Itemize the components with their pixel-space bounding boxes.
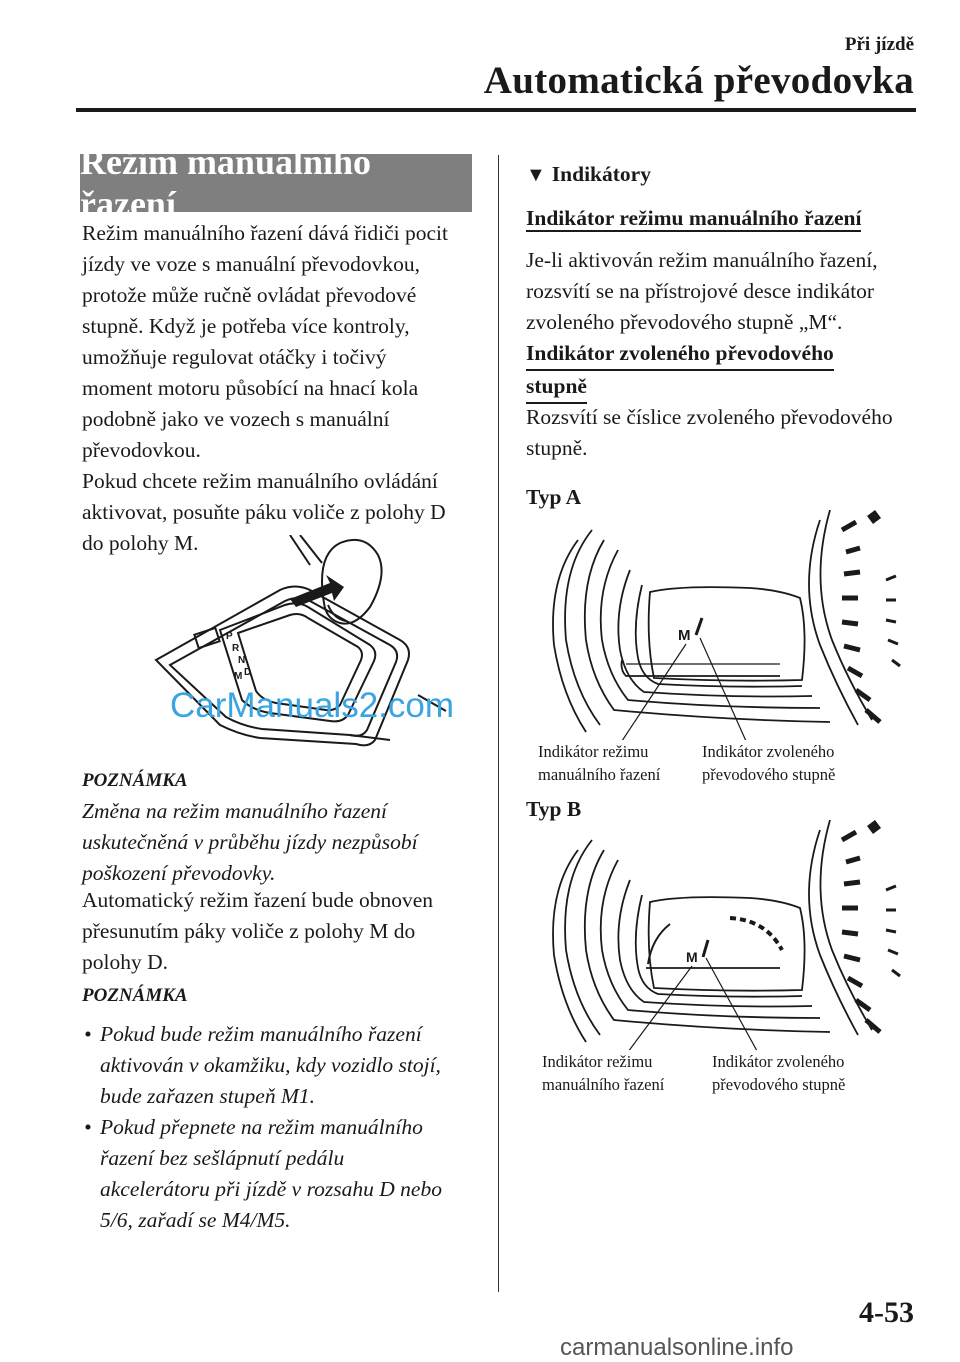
text-line: jízdy ve voze s manuální převodovkou,: [82, 252, 420, 276]
text-line: protože může ručně ovládat převodové: [82, 283, 417, 307]
text-line: stupně. Když je potřeba více kontroly,: [82, 314, 410, 338]
section-banner: Režim manuálního řazení: [80, 154, 472, 212]
watermark: CarManuals2.com: [170, 686, 454, 725]
type-b-label: Typ B: [526, 797, 582, 821]
text-line: umožňuje regulovat otáčky i točivý: [82, 345, 387, 369]
text-line: rozsvítí se na přístrojové desce indikátor: [526, 279, 875, 303]
gauge-type-b-illustration: [530, 820, 930, 1050]
heading-text: Indikátor režimu manuálního řazení: [526, 206, 862, 230]
bullet-line: akcelerátoru při jízdě v rozsahu D nebo: [100, 1177, 442, 1201]
gauge-m-letter: M: [678, 627, 691, 644]
indicators-subheading: [526, 162, 651, 187]
bullet-line: Pokud bude režim manuálního řazení: [100, 1022, 422, 1046]
text-line: podobně jako ve vozech s manuální: [82, 407, 390, 431]
heading-line: Indikátor zvoleného převodového: [526, 338, 834, 371]
bullet-item: [82, 1019, 487, 1112]
triangle-icon: ▼: [526, 164, 546, 186]
shifter-d: D: [244, 667, 252, 678]
bullet-line: aktivován v okamžiku, kdy vozidlo stojí,: [100, 1053, 441, 1077]
label-mode-indicator-a: [538, 740, 660, 786]
bullet-line: řazení bez sešlápnutí pedálu: [100, 1146, 345, 1170]
type-a-label: Typ A: [526, 485, 582, 509]
text-line: aktivovat, posuňte páku voliče z polohy D: [82, 500, 446, 524]
subheading-text: Indikátory: [551, 162, 651, 186]
text-line: Rozsvítí se číslice zvoleného převodového: [526, 405, 893, 429]
bullet-icon: •: [84, 1022, 92, 1046]
heading-line: stupně: [526, 371, 587, 404]
label-line: převodového stupně: [702, 765, 836, 784]
footer-url: carmanualsonline.info: [560, 1334, 794, 1361]
label-line: převodového stupně: [712, 1075, 846, 1094]
text-line: přesunutím páky voliče z polohy M do: [82, 919, 416, 943]
bullet-line: bude zařazen stupeň M1.: [100, 1084, 315, 1108]
label-mode-indicator-b: [542, 1050, 664, 1096]
text-line: Pokud chcete režim manuálního ovládání: [82, 469, 438, 493]
mode-indicator-paragraph: [526, 245, 926, 338]
label-line: Indikátor zvoleného: [712, 1052, 845, 1071]
heading-mode-indicator: [526, 203, 861, 234]
text-line: do polohy M.: [82, 531, 199, 555]
header-section: Při jízdě: [844, 34, 914, 55]
label-line: manuálního řazení: [538, 765, 661, 784]
note-title: POZNÁMKA: [82, 770, 188, 791]
restore-paragraph: [82, 885, 487, 978]
page-number: 4-53: [859, 1296, 914, 1329]
label-line: Indikátor zvoleného: [702, 742, 835, 761]
text-line: Je-li aktivován režim manuálního řazení,: [526, 248, 878, 272]
label-line: Indikátor režimu: [538, 742, 649, 761]
header-rule: [76, 108, 916, 112]
note-line: poškození převodovky.: [82, 861, 276, 885]
shifter-r: R: [232, 643, 240, 654]
column-divider: [498, 155, 499, 1292]
text-line: moment motoru působící na hnací kola: [82, 376, 419, 400]
text-line: Režim manuálního řazení dává řidiči pocit: [82, 221, 448, 245]
label-gear-indicator-b: [712, 1050, 845, 1096]
note-line: uskutečněná v průběhu jízdy nezpůsobí: [82, 830, 418, 854]
note-title: POZNÁMKA: [82, 985, 188, 1006]
gauge-type-a-illustration: [530, 510, 930, 740]
bullet-icon: •: [84, 1115, 92, 1139]
text-line: stupně.: [526, 436, 588, 460]
text-line: polohy D.: [82, 950, 168, 974]
shifter-p: P: [226, 631, 233, 642]
text-line: převodovkou.: [82, 438, 201, 462]
label-gear-indicator-a: [702, 740, 835, 786]
text-line: zvoleného převodového stupně „M“.: [526, 310, 843, 334]
label-line: Indikátor režimu: [542, 1052, 653, 1071]
note-block-1: [82, 765, 487, 889]
note-block-2: [82, 980, 487, 1236]
page-title: Automatická převodovka: [483, 59, 914, 102]
note-line: Změna na režim manuálního řazení: [82, 799, 387, 823]
gauge-m-letter: M: [686, 949, 698, 965]
bullet-item: [82, 1112, 487, 1236]
shifter-m: M: [234, 671, 243, 682]
bullet-line: Pokud přepnete na režim manuálního: [100, 1115, 423, 1139]
bullet-line: 5/6, zařadí se M4/M5.: [100, 1208, 291, 1232]
shifter-n: N: [238, 655, 246, 666]
intro-paragraph: [82, 218, 487, 559]
text-line: Automatický režim řazení bude obnoven: [82, 888, 434, 912]
gear-indicator-paragraph: [526, 402, 926, 464]
label-line: manuálního řazení: [542, 1075, 665, 1094]
heading-gear-indicator: [526, 338, 834, 404]
